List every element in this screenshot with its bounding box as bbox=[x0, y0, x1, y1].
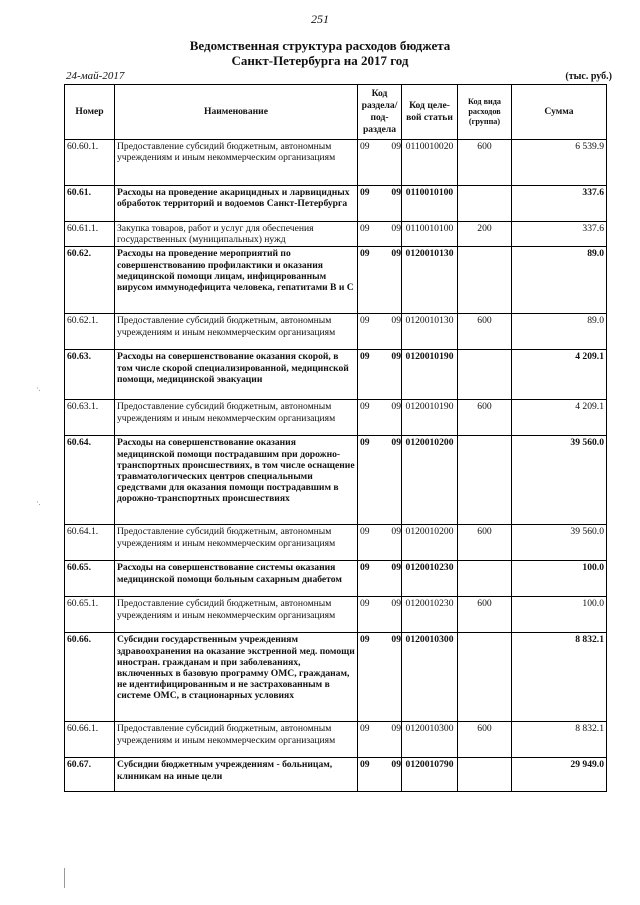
row-number: 60.67. bbox=[65, 758, 115, 792]
row-name: Расходы на совершенствование системы оказания медицинской помощи больным сахарным диабетом bbox=[115, 561, 358, 597]
title-line-1: Ведомственная структура расходов бюджета bbox=[189, 38, 451, 53]
row-subrazdel-code: 09 bbox=[391, 437, 401, 449]
row-razdel-code: 09 bbox=[360, 634, 370, 646]
row-subrazdel-code: 09 bbox=[391, 759, 401, 771]
table-row bbox=[65, 758, 607, 792]
row-razdel-code: 09 bbox=[360, 187, 370, 198]
row-sum: 337.6 bbox=[512, 222, 607, 247]
row-razdel bbox=[358, 314, 402, 350]
document-date: 24-май-2017 bbox=[66, 70, 125, 82]
row-sum: 8 832.1 bbox=[512, 633, 607, 722]
col-header-number: Номер bbox=[65, 85, 115, 140]
row-article: 0120010790 bbox=[402, 758, 458, 792]
table-row bbox=[65, 140, 607, 186]
row-number: 60.63. bbox=[65, 350, 115, 400]
table-row bbox=[65, 247, 607, 314]
margin-mark: ·. bbox=[36, 498, 41, 507]
table-row bbox=[65, 222, 607, 247]
row-sum: 6 539.9 bbox=[512, 140, 607, 186]
row-vid bbox=[458, 436, 512, 525]
row-razdel-code: 09 bbox=[360, 401, 370, 413]
row-sum: 100.0 bbox=[512, 561, 607, 597]
row-razdel-code: 09 bbox=[360, 223, 370, 234]
row-razdel-code: 09 bbox=[360, 437, 370, 449]
row-subrazdel-code: 09 bbox=[391, 723, 401, 735]
row-sum: 4 209.1 bbox=[512, 400, 607, 436]
row-razdel bbox=[358, 186, 402, 222]
row-subrazdel-code: 09 bbox=[391, 141, 401, 152]
row-razdel bbox=[358, 758, 402, 792]
row-number: 60.66. bbox=[65, 633, 115, 722]
row-name: Расходы на проведение мероприятий по совершенствованию профилактики и оказания медицинской помощи лицам, инфицированным вирусом иммунодефицита человека, гепатитами В и С bbox=[115, 247, 358, 314]
row-article: 0110010100 bbox=[402, 186, 458, 222]
table-row bbox=[65, 436, 607, 525]
row-razdel-code: 09 bbox=[360, 562, 370, 574]
row-name: Расходы на проведение акарицидных и ларвицидных обработок территорий и водоемов Санкт-Петербурга bbox=[115, 186, 358, 222]
row-article: 0120010230 bbox=[402, 561, 458, 597]
row-name: Субсидии государственным учреждениям здравоохранения на оказание экстренной мед. помощи иностран. гражданам и при заболеваниях, включенных в базовую программу ОМС, гражданам, не идентифицированным и не застрахованным в системе ОМС, в стационарных условиях bbox=[115, 633, 358, 722]
row-sum: 29 949.0 bbox=[512, 758, 607, 792]
row-number: 60.60.1. bbox=[65, 140, 115, 186]
row-vid bbox=[458, 758, 512, 792]
row-name: Предоставление субсидий бюджетным, автономным учреждениям и иным некоммерческим организациям bbox=[115, 314, 358, 350]
col-header-article: Код целе-вой статьи bbox=[402, 85, 458, 140]
row-number: 60.66.1. bbox=[65, 722, 115, 758]
table-header-row bbox=[65, 85, 607, 140]
row-subrazdel-code: 09 bbox=[391, 401, 401, 413]
row-subrazdel-code: 09 bbox=[391, 248, 401, 260]
row-name: Предоставление субсидий бюджетным, автономным учреждениям и иным некоммерческим организациям bbox=[115, 140, 358, 186]
row-article: 0120010230 bbox=[402, 597, 458, 633]
table-row bbox=[65, 400, 607, 436]
row-sum: 337.6 bbox=[512, 186, 607, 222]
col-header-vid: Код вида расходов (группа) bbox=[458, 85, 512, 140]
table-row bbox=[65, 561, 607, 597]
row-name: Субсидии бюджетным учреждениям - больницам, клиникам на иные цели bbox=[115, 758, 358, 792]
row-subrazdel-code: 09 bbox=[391, 562, 401, 574]
table-row bbox=[65, 597, 607, 633]
table-row bbox=[65, 350, 607, 400]
row-name: Расходы на совершенствование оказания медицинской помощи пострадавшим при дорожно-транспортных происшествиях, в том числе оснащение травматологических центров специальными средствами для оказания помощи пострадавшим в дорожно-транспортных происшествиях bbox=[115, 436, 358, 525]
row-razdel bbox=[358, 722, 402, 758]
table-row bbox=[65, 525, 607, 561]
row-vid bbox=[458, 247, 512, 314]
row-name: Расходы на совершенствование оказания скорой, в том числе скорой специализированной, медицинской помощи, медицинской эвакуации bbox=[115, 350, 358, 400]
row-name: Закупка товаров, работ и услуг для обеспечения государственных (муниципальных) нужд bbox=[115, 222, 358, 247]
row-sum: 39 560.0 bbox=[512, 436, 607, 525]
row-razdel bbox=[358, 400, 402, 436]
row-razdel bbox=[358, 350, 402, 400]
row-subrazdel-code: 09 bbox=[391, 187, 401, 198]
table-row bbox=[65, 722, 607, 758]
row-sum: 4 209.1 bbox=[512, 350, 607, 400]
table-body bbox=[65, 140, 607, 792]
units-label: (тыс. руб.) bbox=[565, 71, 612, 82]
row-vid: 600 bbox=[458, 597, 512, 633]
row-razdel bbox=[358, 561, 402, 597]
row-vid: 600 bbox=[458, 314, 512, 350]
row-razdel-code: 09 bbox=[360, 526, 370, 538]
row-article: 0120010300 bbox=[402, 722, 458, 758]
table-row bbox=[65, 186, 607, 222]
row-number: 60.61. bbox=[65, 186, 115, 222]
row-razdel bbox=[358, 140, 402, 186]
row-razdel-code: 09 bbox=[360, 141, 370, 152]
row-subrazdel-code: 09 bbox=[391, 634, 401, 646]
row-razdel-code: 09 bbox=[360, 315, 370, 327]
table-row bbox=[65, 314, 607, 350]
row-sum: 8 832.1 bbox=[512, 722, 607, 758]
row-number: 60.61.1. bbox=[65, 222, 115, 247]
margin-mark: ·. bbox=[36, 384, 41, 393]
row-vid bbox=[458, 186, 512, 222]
row-name: Предоставление субсидий бюджетным, автономным учреждениям и иным некоммерческим организациям bbox=[115, 597, 358, 633]
row-razdel bbox=[358, 525, 402, 561]
row-number: 60.65.1. bbox=[65, 597, 115, 633]
row-vid bbox=[458, 350, 512, 400]
row-razdel bbox=[358, 247, 402, 314]
row-sum: 89.0 bbox=[512, 247, 607, 314]
col-header-razdel: Код раздела/ под-раздела bbox=[358, 85, 402, 140]
row-vid: 600 bbox=[458, 400, 512, 436]
row-article: 0120010130 bbox=[402, 314, 458, 350]
row-razdel-code: 09 bbox=[360, 723, 370, 735]
row-razdel-code: 09 bbox=[360, 759, 370, 771]
page-number: 251 bbox=[311, 12, 329, 26]
row-razdel-code: 09 bbox=[360, 598, 370, 610]
row-vid bbox=[458, 561, 512, 597]
row-number: 60.64. bbox=[65, 436, 115, 525]
row-sum: 89.0 bbox=[512, 314, 607, 350]
row-name: Предоставление субсидий бюджетным, автономным учреждениям и иным некоммерческим организациям bbox=[115, 525, 358, 561]
title-line-2: Санкт-Петербурга на 2017 год bbox=[231, 53, 409, 68]
row-subrazdel-code: 09 bbox=[391, 598, 401, 610]
row-razdel bbox=[358, 597, 402, 633]
row-article: 0110010100 bbox=[402, 222, 458, 247]
row-razdel bbox=[358, 222, 402, 247]
document-title bbox=[0, 38, 640, 68]
row-number: 60.65. bbox=[65, 561, 115, 597]
row-subrazdel-code: 09 bbox=[391, 351, 401, 363]
row-number: 60.62. bbox=[65, 247, 115, 314]
row-article: 0120010200 bbox=[402, 525, 458, 561]
row-sum: 39 560.0 bbox=[512, 525, 607, 561]
row-number: 60.62.1. bbox=[65, 314, 115, 350]
row-subrazdel-code: 09 bbox=[391, 223, 401, 234]
row-article: 0110010020 bbox=[402, 140, 458, 186]
col-header-name: Наименование bbox=[115, 85, 358, 140]
row-name: Предоставление субсидий бюджетным, автономным учреждениям и иным некоммерческим организациям bbox=[115, 722, 358, 758]
row-number: 60.64.1. bbox=[65, 525, 115, 561]
row-article: 0120010130 bbox=[402, 247, 458, 314]
row-vid bbox=[458, 633, 512, 722]
row-razdel-code: 09 bbox=[360, 351, 370, 363]
row-subrazdel-code: 09 bbox=[391, 315, 401, 327]
row-article: 0120010300 bbox=[402, 633, 458, 722]
budget-table bbox=[64, 84, 607, 792]
row-vid: 200 bbox=[458, 222, 512, 247]
row-razdel bbox=[358, 633, 402, 722]
row-vid: 600 bbox=[458, 525, 512, 561]
row-name: Предоставление субсидий бюджетным, автономным учреждениям и иным некоммерческим организациям bbox=[115, 400, 358, 436]
row-subrazdel-code: 09 bbox=[391, 526, 401, 538]
row-sum: 100.0 bbox=[512, 597, 607, 633]
row-razdel-code: 09 bbox=[360, 248, 370, 260]
row-article: 0120010190 bbox=[402, 350, 458, 400]
row-razdel bbox=[358, 436, 402, 525]
table-row bbox=[65, 633, 607, 722]
row-article: 0120010200 bbox=[402, 436, 458, 525]
row-number: 60.63.1. bbox=[65, 400, 115, 436]
row-article: 0120010190 bbox=[402, 400, 458, 436]
scan-artifact-line bbox=[64, 868, 65, 888]
row-vid: 600 bbox=[458, 140, 512, 186]
col-header-sum: Сумма bbox=[512, 85, 607, 140]
row-vid: 600 bbox=[458, 722, 512, 758]
